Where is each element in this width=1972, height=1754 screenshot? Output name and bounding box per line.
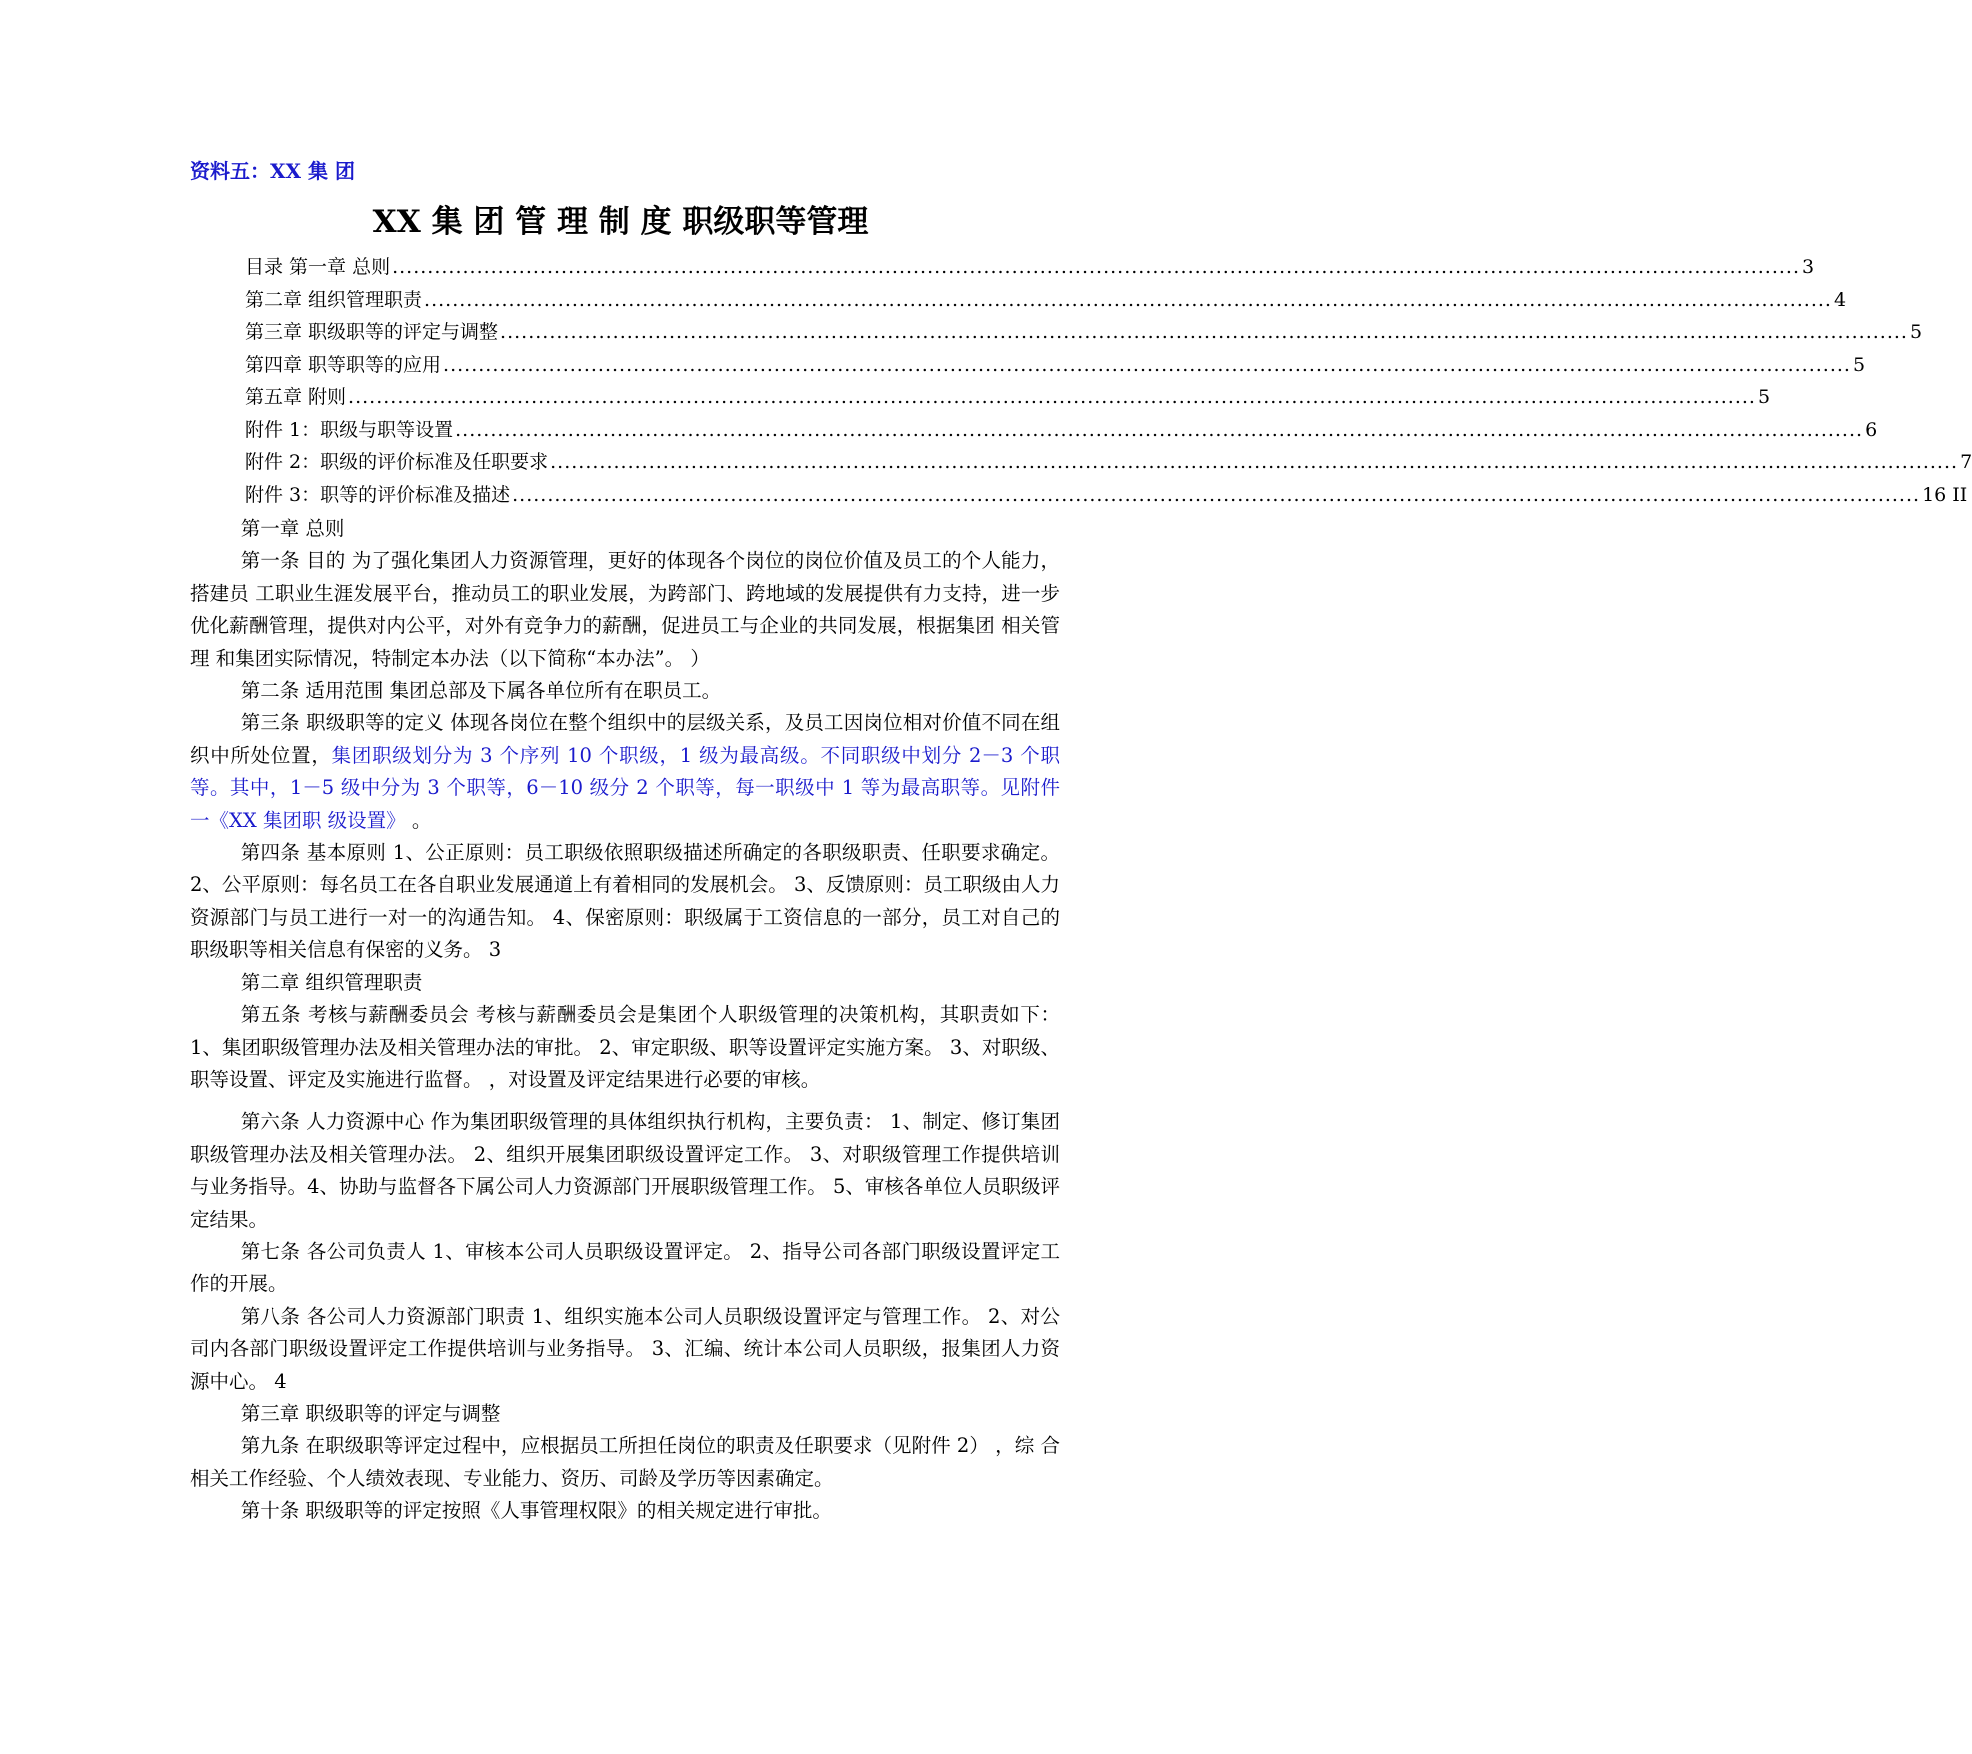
- highlighted-text: 集团职级划分为 3 个序列 10 个职级，1 级为最高级。不同职级中划分 2－3 个职等。其中，1－5 级中分为 3 个职等，6－10 级分 2 个职等，每一职级中 1 等为最高职等。见附件一《XX 集团职 级设置》: [190, 743, 1060, 832]
- paragraph: [190, 513, 1060, 545]
- paragraph: [190, 1398, 1060, 1430]
- paragraph-text: 第八条 各公司人力资源部门职责 1、组织实施本公司人员职级设置评定与管理工作。 2、对公司内各部门职级设置评定工作提供培训与业务指导。 3、汇编、统计本公司人员职级，报集团人力资源中心。 4: [190, 1304, 1060, 1393]
- toc-leader-dots: ........................................................................................................................................................................................................: [392, 256, 1801, 278]
- paragraph: [190, 1430, 1060, 1495]
- paragraph-text: 第二章 组织管理职责: [240, 970, 423, 994]
- paragraph-text: 第三章 职级职等的评定与调整: [240, 1401, 501, 1425]
- paragraph: [190, 1236, 1060, 1301]
- toc-leader-dots: ........................................................................................................................................................................................................: [424, 288, 1832, 311]
- paragraph: [190, 675, 1060, 707]
- paragraph-text: 第三条 职级职等的定义 体现各岗位在整个组织中的层级关系，及员工因岗位相对价值不同在组织中所处位置，: [190, 711, 1060, 767]
- toc-entry: [245, 252, 1815, 285]
- toc-leader-dots: ........................................................................................................................................................................................................: [348, 386, 1756, 408]
- toc-leader-dots: ........................................................................................................................................................................................................: [500, 321, 1908, 343]
- toc-entry-label: 附件 1：职级与职等设置: [245, 418, 454, 441]
- toc-entry-label: 第五章 附则: [245, 386, 347, 408]
- toc-entry: [245, 382, 1771, 415]
- source-label: 资料五：XX 集 团: [190, 159, 355, 183]
- toc-entry-label: 附件 3：职等的评价标准及描述: [245, 483, 511, 506]
- toc-page-number: 6: [1865, 418, 1878, 441]
- table-of-contents: [245, 252, 1972, 512]
- paragraph: [190, 707, 1060, 837]
- toc-entry: [245, 447, 1972, 480]
- paragraph: [190, 837, 1060, 967]
- paragraph: [190, 967, 1060, 999]
- paragraph: [190, 545, 1060, 675]
- toc-entry-label: 第三章 职级职等的评定与调整: [245, 321, 499, 343]
- toc-leader-dots: ........................................................................................................................................................................................................: [550, 451, 1959, 473]
- toc-entry: [245, 285, 1847, 318]
- toc-page-number: 4: [1833, 288, 1847, 311]
- toc-page-number: 3: [1802, 256, 1815, 278]
- paragraph-text: 第一章 总则: [240, 517, 345, 540]
- toc-entry-label: 附件 2：职级的评价标准及任职要求: [245, 451, 549, 473]
- toc-page-number: 7: [1960, 451, 1972, 473]
- paragraph-text: 第二条 适用范围 集团总部及下属各单位所有在职员工。: [240, 679, 722, 703]
- toc-entry: [245, 480, 1968, 513]
- toc-page-number: 5: [1757, 386, 1771, 408]
- toc-entry: [245, 350, 1866, 383]
- toc-entry: [245, 415, 1878, 448]
- paragraph-text: 第四条 基本原则 1、公正原则：员工职级依照职级描述所确定的各职级职责、任职要求确定。 2、公平原则：每名员工在各自职业发展通道上有着相同的发展机会。 3、反馈原则：员工职级由人力资源部门与员工进行一对一的沟通告知。 4、保密原则：职级属于工资信息的一部分，员工对自己的职级职等相关信息有保密的义务。 3: [190, 841, 1060, 962]
- document-body: [190, 513, 1060, 1528]
- toc-page-number: 5: [1852, 353, 1866, 376]
- paragraph-text: 第九条 在职级职等评定过程中，应根据员工所担任岗位的职责及任职要求（见附件 2） ，综 合相关工作经验、个人绩效表现、专业能力、资历、司龄及学历等因素确定。: [190, 1434, 1060, 1490]
- paragraph-tail: 。: [405, 808, 432, 832]
- document-title: XX 集 团 管 理 制 度 职级职等管理: [372, 204, 869, 240]
- toc-leader-dots: ........................................................................................................................................................................................................: [443, 353, 1851, 376]
- paragraph-text: 第一条 目的 为了强化集团人力资源管理，更好的体现各个岗位的岗位价值及员工的个人能力，搭建员 工职业生涯发展平台，推动员工的职业发展，为跨部门、跨地域的发展提供有力支持，进一步 优化薪酬管理，提供对内公平，对外有竞争力的薪酬，促进员工与企业的共同发展，根据集团 相关管理 和集团实际情况，特制定本办法（以下简称“本办法”。 ）: [190, 549, 1060, 670]
- paragraph: [190, 1301, 1060, 1398]
- toc-entry: [245, 317, 1923, 350]
- toc-entry-label: 第四章 职等职等的应用: [245, 353, 442, 376]
- toc-leader-dots: ........................................................................................................................................................................................................: [455, 418, 1864, 441]
- toc-page-number: 16 II: [1922, 483, 1968, 506]
- paragraph-text: 第十条 职级职等的评定按照《人事管理权限》的相关规定进行审批。: [240, 1499, 832, 1523]
- toc-leader-dots: ........................................................................................................................................................................................................: [512, 483, 1921, 506]
- paragraph-text: 第七条 各公司负责人 1、审核本公司人员职级设置评定。 2、指导公司各部门职级设置评定工作的开展。: [190, 1239, 1060, 1296]
- paragraph-text: 第五条 考核与薪酬委员会 考核与薪酬委员会是集团个人职级管理的决策机构，其职责如下： 1、集团职级管理办法及相关管理办法的审批。 2、审定职级、职等设置评定实施方案。 3、对职级、职等设置、评定及实施进行监督。 ，对设置及评定结果进行必要的审核。: [190, 1003, 1060, 1091]
- toc-page-number: 5: [1909, 321, 1923, 343]
- paragraph: [190, 1106, 1060, 1236]
- toc-entry-label: 目录 第一章 总则: [245, 256, 391, 278]
- toc-entry-label: 第二章 组织管理职责: [245, 288, 423, 311]
- paragraph: [190, 1495, 1060, 1527]
- paragraph-text: 第六条 人力资源中心 作为集团职级管理的具体组织执行机构，主要负责： 1、制定、修订集团职级管理办法及相关管理办法。 2、组织开展集团职级设置评定工作。 3、对职级管理工作提供培训与业务指导。4、协助与监督各下属公司人力资源部门开展职级管理工作。 5、审核各单位人员职级评定结果。: [190, 1110, 1060, 1231]
- paragraph: [190, 999, 1060, 1096]
